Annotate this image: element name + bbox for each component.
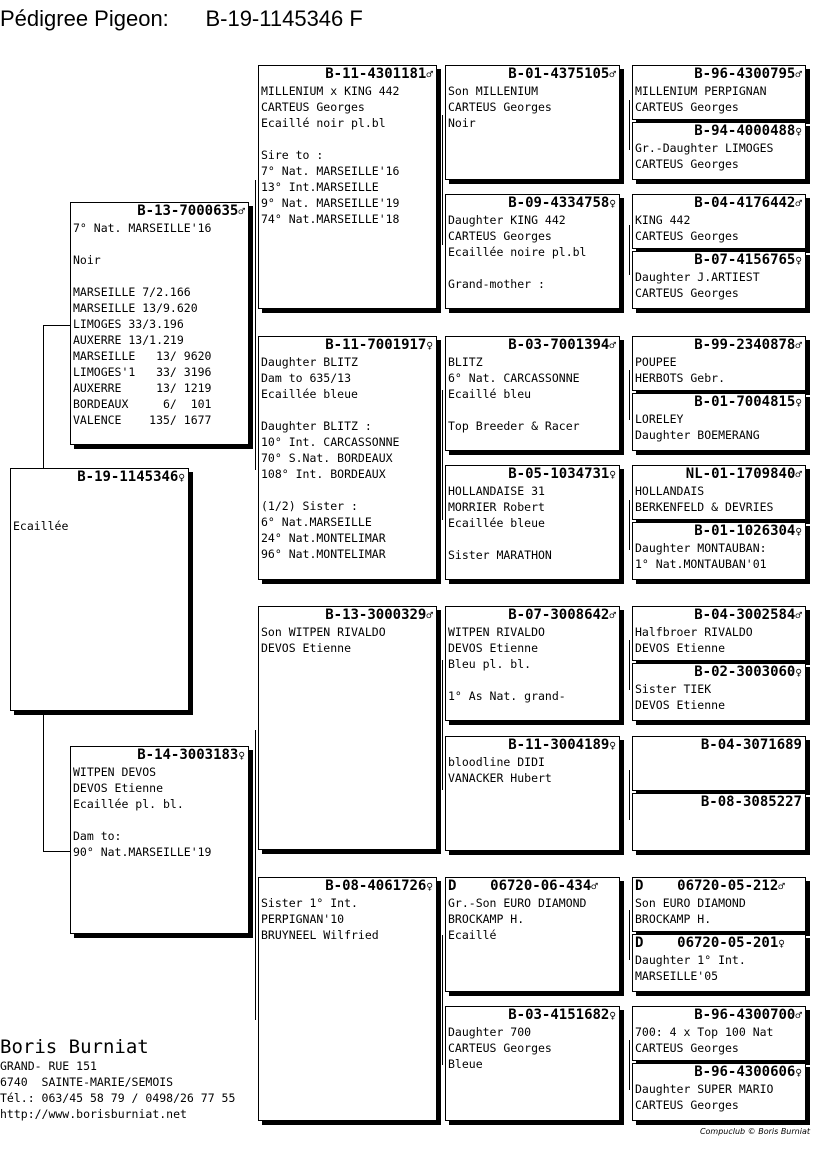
note-line (448, 402, 617, 418)
ring-number-text: D 06720-06-434 (448, 878, 592, 894)
ring-number (446, 607, 619, 624)
note-line: Grand-mother : (448, 277, 545, 291)
sex-icon: ♂ (426, 68, 433, 81)
ring-number-text: B-11-3004189 (508, 737, 610, 753)
sex-icon: ♀ (795, 396, 802, 409)
sex-icon: ♀ (778, 937, 785, 950)
note-line: CARTEUS Georges (448, 100, 552, 114)
ring-number-text: B-14-3003183 (137, 747, 239, 763)
pigeon-notes (446, 754, 619, 786)
note-line: 7° Nat. MARSEILLE'16 (261, 164, 400, 178)
pigeon-notes (633, 354, 805, 386)
pigeon-card-g16 (632, 1063, 806, 1121)
note-line: Sister 1° Int. (261, 896, 358, 910)
ring-number-text: NL-01-1709840 (685, 466, 796, 482)
note-line: BROCKAMP H. (448, 912, 525, 926)
connector (442, 115, 443, 245)
pigeon-card-g5 (632, 336, 806, 391)
sex-icon: ♂ (609, 339, 616, 352)
ring-number-text: B-96-4300700 (694, 1007, 796, 1023)
connector (629, 1040, 630, 1090)
ring-number (446, 66, 619, 83)
pigeon-notes (633, 269, 805, 301)
note-line: 1° As Nat. grand- (448, 689, 566, 703)
sex-icon: ♀ (238, 749, 245, 762)
note-line: DEVOS Etienne (261, 641, 352, 655)
note-line: Daughter 700 (448, 1025, 532, 1039)
note-line: Dam to: (73, 829, 122, 843)
breeder-info (0, 1036, 235, 1122)
note-line: MARSEILLE 13/9.620 (73, 301, 198, 315)
pigeon-notes (633, 952, 805, 984)
ring-number (633, 935, 805, 952)
pigeon-card-subject (10, 468, 189, 711)
pigeon-notes (446, 895, 619, 943)
pigeon-notes (259, 895, 436, 943)
note-line: Daughter BOEMERANG (635, 428, 760, 442)
ring-number (633, 66, 805, 83)
connector (629, 500, 630, 550)
ring-number-text: D 06720-05-201 (635, 935, 779, 951)
note-line: 96° Nat.MONTELIMAR (261, 547, 386, 561)
note-line: AUXERRE 13/ 1219 (73, 381, 212, 395)
ring-number-text: D 06720-05-212 (635, 878, 779, 894)
ring-number-text: B-94-4000488 (694, 123, 796, 139)
connector (629, 370, 630, 420)
note-line: CARTEUS Georges (448, 1041, 552, 1055)
sex-icon: ♀ (609, 197, 616, 210)
pigeon-card-g13 (632, 877, 806, 932)
note-line (13, 486, 186, 502)
note-line: MARSEILLE'05 (635, 969, 719, 983)
note-line: 6° Nat. CARCASSONNE (448, 371, 580, 385)
pigeon-notes (633, 483, 805, 515)
note-line: DEVOS Etienne (635, 698, 726, 712)
ring-number-text: B-11-7001917 (325, 337, 427, 353)
pigeon-card-sire-dam (258, 336, 437, 580)
note-line: KING 442 (635, 213, 691, 227)
pigeon-card-g1 (632, 65, 806, 120)
pigeon-card-g3 (632, 194, 806, 249)
note-line: POUPEE (635, 355, 677, 369)
note-line: Son EURO DIAMOND (635, 896, 746, 910)
note-line (261, 131, 434, 147)
note-line: Daughter J.ARTIEST (635, 270, 760, 284)
note-line: 1° Nat.MONTAUBAN'01 (635, 557, 767, 571)
note-line: MARSEILLE 7/2.166 (73, 285, 191, 299)
ring-number (633, 607, 805, 624)
note-line: Bleue (448, 1057, 483, 1071)
copyright-note: Compuclub © Boris Burniat (699, 1127, 810, 1136)
pigeon-notes (446, 1024, 619, 1072)
ring-number-text: B-11-4301181 (325, 66, 427, 82)
note-line: Gr.-Daughter LIMOGES (635, 141, 774, 155)
sex-icon: ♂ (795, 339, 802, 352)
connector (629, 770, 630, 820)
ring-number-text: B-04-4176442 (694, 195, 796, 211)
pigeon-card-g9 (632, 606, 806, 661)
connector (43, 851, 71, 852)
note-line: Daughter BLITZ (261, 355, 358, 369)
note-line: Sister MARATHON (448, 548, 552, 562)
note-line: LIMOGES'1 33/ 3196 (73, 365, 212, 379)
ring-number-text: B-01-1026304 (694, 523, 796, 539)
ring-number (259, 878, 436, 895)
note-line: 108° Int. BORDEAUX (261, 467, 386, 481)
pigeon-card-sire (70, 202, 249, 445)
note-line: BORDEAUX 6/ 101 (73, 397, 212, 411)
note-line: MILLENIUM x KING 442 (261, 84, 400, 98)
note-line: Ecaillé (448, 928, 497, 942)
note-line: DEVOS Etienne (73, 781, 164, 795)
note-line: 9° Nat. MARSEILLE'19 (261, 196, 400, 210)
sex-icon: ♀ (795, 254, 802, 267)
pigeon-notes (633, 540, 805, 572)
pigeon-card-g6 (632, 393, 806, 451)
ring-number-text: B-09-4334758 (508, 195, 610, 211)
ring-number-text: B-01-4375105 (508, 66, 610, 82)
sex-icon: ♀ (795, 125, 802, 138)
pigeon-notes (446, 483, 619, 563)
note-line: Top Breeder & Racer (448, 419, 580, 433)
ring-number-text: B-04-3071689 (700, 737, 802, 753)
sex-icon: ♀ (795, 525, 802, 538)
ring-number (633, 466, 805, 483)
ring-number-text: B-96-4300606 (694, 1064, 796, 1080)
note-line: 6° Nat.MARSEILLE (261, 515, 372, 529)
pigeon-card-sds (445, 336, 620, 451)
pigeon-notes (446, 354, 619, 434)
note-line (448, 260, 617, 276)
ring-number-text: B-08-3085227 (700, 794, 802, 810)
sex-icon: ♂ (609, 609, 616, 622)
note-line: Ecaillée bleue (261, 387, 358, 401)
ring-number-text: B-05-1034731 (508, 466, 610, 482)
note-line: 70° S.Nat. BORDEAUX (261, 451, 393, 465)
note-line: 10° Int. CARCASSONNE (261, 435, 400, 449)
note-line (261, 402, 434, 418)
ring-number (71, 747, 248, 764)
ring-number (633, 394, 805, 411)
note-line: Dam to 635/13 (261, 371, 352, 385)
sex-icon: ♂ (795, 68, 802, 81)
note-line: DEVOS Etienne (448, 641, 539, 655)
note-line: CARTEUS Georges (635, 1098, 739, 1112)
sex-icon: ♂ (795, 1009, 802, 1022)
note-line: CARTEUS Georges (448, 229, 552, 243)
sex-icon: ♀ (609, 468, 616, 481)
pigeon-card-g4 (632, 251, 806, 309)
note-line: 74° Nat.MARSEILLE'18 (261, 212, 400, 226)
pigeon-notes (633, 895, 805, 927)
pigeon-notes (633, 140, 805, 172)
note-line: Ecaillée pl. bl. (73, 797, 184, 811)
ring-number-text: B-13-3000329 (325, 607, 427, 623)
pigeon-notes (633, 83, 805, 115)
ring-number (633, 195, 805, 212)
pigeon-card-g2 (632, 122, 806, 180)
ring-number-text: B-07-3008642 (508, 607, 610, 623)
ring-number (259, 607, 436, 624)
note-line: 700: 4 x Top 100 Nat (635, 1025, 774, 1039)
ring-number (633, 794, 805, 811)
sex-icon: ♂ (795, 197, 802, 210)
pigeon-card-ssd (445, 194, 620, 309)
note-line (13, 502, 186, 518)
sex-icon: ♀ (178, 471, 185, 484)
connector (629, 640, 630, 690)
pigeon-card-dam-dam (258, 877, 437, 1121)
note-line: Daughter SUPER MARIO (635, 1082, 774, 1096)
ring-number (633, 523, 805, 540)
note-line: MILLENIUM PERPIGNAN (635, 84, 767, 98)
note-line: VANACKER Hubert (448, 771, 552, 785)
pigeon-card-dds (445, 877, 620, 992)
ring-number (633, 123, 805, 140)
ring-number (446, 737, 619, 754)
note-line: BLITZ (448, 355, 483, 369)
note-line: HOLLANDAIS (635, 484, 705, 498)
note-line: BERKENFELD & DEVRIES (635, 500, 774, 514)
note-line: BROCKAMP H. (635, 912, 712, 926)
note-line: AUXERRE 13/1.219 (73, 333, 184, 347)
pigeon-card-g8 (632, 522, 806, 580)
note-line: Daughter MONTAUBAN: (635, 541, 767, 555)
pigeon-notes (633, 1081, 805, 1113)
note-line: PERPIGNAN'10 (261, 912, 345, 926)
pigeon-card-dam-sire (258, 606, 437, 850)
connector (629, 910, 630, 960)
note-line: Noir (448, 116, 476, 130)
pigeon-card-dsd (445, 736, 620, 851)
ring-number-text: B-03-4151682 (508, 1007, 610, 1023)
sex-icon: ♀ (426, 339, 433, 352)
pigeon-notes (633, 624, 805, 656)
ring-number (633, 664, 805, 681)
pigeon-card-sdd (445, 465, 620, 580)
note-line: Ecaillée (13, 519, 69, 533)
connector (43, 325, 71, 326)
ring-number (446, 466, 619, 483)
note-line: Sire to : (261, 148, 324, 162)
note-line: 24° Nat.MONTELIMAR (261, 531, 386, 545)
pigeon-card-g14 (632, 934, 806, 992)
note-line: Son MILLENIUM (448, 84, 539, 98)
pigeon-card-ddd (445, 1006, 620, 1121)
connector (442, 935, 443, 1065)
pigeon-notes (259, 354, 436, 562)
pigeon-notes (446, 212, 619, 292)
note-line (448, 531, 617, 547)
pigeon-notes (446, 83, 619, 131)
connector (255, 180, 256, 470)
pigeon-card-g7 (632, 465, 806, 520)
sex-icon: ♂ (795, 468, 802, 481)
pigeon-card-sss (445, 65, 620, 180)
note-line: LORELEY (635, 412, 684, 426)
ring-number (446, 337, 619, 354)
sex-icon: ♂ (609, 68, 616, 81)
pigeon-card-g11 (632, 736, 806, 791)
pigeon-card-g10 (632, 663, 806, 721)
note-line: CARTEUS Georges (635, 229, 739, 243)
ring-number (633, 878, 805, 895)
sex-icon: ♂ (795, 609, 802, 622)
note-line: CARTEUS Georges (635, 286, 739, 300)
pigeon-notes (633, 411, 805, 443)
sex-icon: ♀ (426, 880, 433, 893)
breeder-website[interactable]: http://www.borisburniat.net (0, 1107, 187, 1121)
pigeon-notes (71, 220, 248, 428)
sex-icon: ♀ (609, 1009, 616, 1022)
note-line: MORRIER Robert (448, 500, 545, 514)
note-line: 90° Nat.MARSEILLE'19 (73, 845, 212, 859)
note-line: (1/2) Sister : (261, 499, 358, 513)
note-line: HERBOTS Gebr. (635, 371, 726, 385)
breeder-phone: Tél.: 063/45 58 79 / 0498/26 77 55 (0, 1091, 236, 1105)
connector (629, 100, 630, 150)
note-line: Sister TIEK (635, 682, 712, 696)
sex-icon: ♂ (778, 880, 785, 893)
pigeon-card-g12 (632, 793, 806, 851)
note-line: WITPEN DEVOS (73, 765, 157, 779)
ring-number-text: B-08-4061726 (325, 878, 427, 894)
note-line: WITPEN RIVALDO (448, 625, 545, 639)
note-line: Halfbroer RIVALDO (635, 625, 753, 639)
sex-icon: ♀ (609, 739, 616, 752)
note-line: LIMOGES 33/3.196 (73, 317, 184, 331)
note-line: Son WITPEN RIVALDO (261, 625, 386, 639)
ring-number-text: B-07-4156765 (694, 252, 796, 268)
note-line: VALENCE 135/ 1677 (73, 413, 212, 427)
breeder-city: 6740 SAINTE-MARIE/SEMOIS (0, 1075, 174, 1089)
connector (442, 660, 443, 790)
pigeon-card-dss (445, 606, 620, 721)
note-line: CARTEUS Georges (635, 157, 739, 171)
note-line (73, 236, 246, 252)
ring-number (259, 337, 436, 354)
note-line: Ecaillée bleue (448, 516, 545, 530)
ring-number-text: B-13-7000635 (137, 203, 239, 219)
note-line: MARSEILLE 13/ 9620 (73, 349, 212, 363)
pigeon-notes (633, 212, 805, 244)
pigeon-notes (259, 624, 436, 656)
note-line: CARTEUS Georges (635, 1041, 739, 1055)
pigeon-notes (446, 624, 619, 704)
sex-icon: ♂ (238, 205, 245, 218)
note-line: Ecaillée noire pl.bl (448, 245, 587, 259)
ring-number (633, 1064, 805, 1081)
page-title: Pédigree Pigeon: B-19-1145346 F (0, 6, 363, 31)
sex-icon: ♂ (426, 609, 433, 622)
ring-number (259, 66, 436, 83)
note-line: 7° Nat. MARSEILLE'16 (73, 221, 212, 235)
ring-number-text: B-02-3003060 (694, 664, 796, 680)
ring-number (446, 878, 619, 895)
note-line: Bleu pl. bl. (448, 657, 532, 671)
note-line: Noir (73, 253, 101, 267)
ring-number-text: B-03-7001394 (508, 337, 610, 353)
note-line: CARTEUS Georges (261, 100, 365, 114)
pigeon-notes (633, 681, 805, 713)
ring-number-text: B-04-3002584 (694, 607, 796, 623)
note-line: 13° Int.MARSEILLE (261, 180, 379, 194)
connector (442, 390, 443, 520)
note-line: BRUYNEEL Wilfried (261, 928, 379, 942)
ring-number-text: B-99-2340878 (694, 337, 796, 353)
note-line: Daughter KING 442 (448, 213, 566, 227)
ring-number (633, 737, 805, 754)
pigeon-notes (71, 764, 248, 860)
connector (255, 730, 256, 1020)
pigeon-notes (11, 486, 188, 534)
ring-number (446, 195, 619, 212)
ring-number (71, 203, 248, 220)
note-line: Ecaillé noir pl.bl (261, 116, 386, 130)
note-line: Daughter BLITZ : (261, 419, 372, 433)
sex-icon: ♂ (591, 880, 598, 893)
ring-number (446, 1007, 619, 1024)
connector (43, 325, 44, 468)
note-line (73, 268, 246, 284)
connector (43, 708, 44, 851)
sex-icon: ♀ (795, 666, 802, 679)
ring-number-text: B-01-7004815 (694, 394, 796, 410)
ring-number (633, 337, 805, 354)
note-line: HOLLANDAISE 31 (448, 484, 545, 498)
note-line: bloodline DIDI (448, 755, 545, 769)
pigeon-notes (259, 83, 436, 227)
ring-number (11, 469, 188, 486)
note-line: Daughter 1° Int. (635, 953, 746, 967)
pigeon-card-sire-sire (258, 65, 437, 309)
note-line: CARTEUS Georges (635, 100, 739, 114)
breeder-name: Boris Burniat (0, 1036, 149, 1058)
note-line (261, 482, 434, 498)
note-line: Ecaillé bleu (448, 387, 532, 401)
connector (629, 225, 630, 275)
pigeon-card-g15 (632, 1006, 806, 1061)
ring-number-text: B-19-1145346 (77, 469, 179, 485)
breeder-address: GRAND- RUE 151 (0, 1059, 97, 1073)
note-line (73, 812, 246, 828)
note-line: DEVOS Etienne (635, 641, 726, 655)
note-line (448, 672, 617, 688)
pigeon-card-dam (70, 746, 249, 934)
sex-icon: ♀ (795, 1066, 802, 1079)
pigeon-notes (633, 1024, 805, 1056)
ring-number-text: B-96-4300795 (694, 66, 796, 82)
note-line: Gr.-Son EURO DIAMOND (448, 896, 587, 910)
ring-number (633, 1007, 805, 1024)
ring-number (633, 252, 805, 269)
